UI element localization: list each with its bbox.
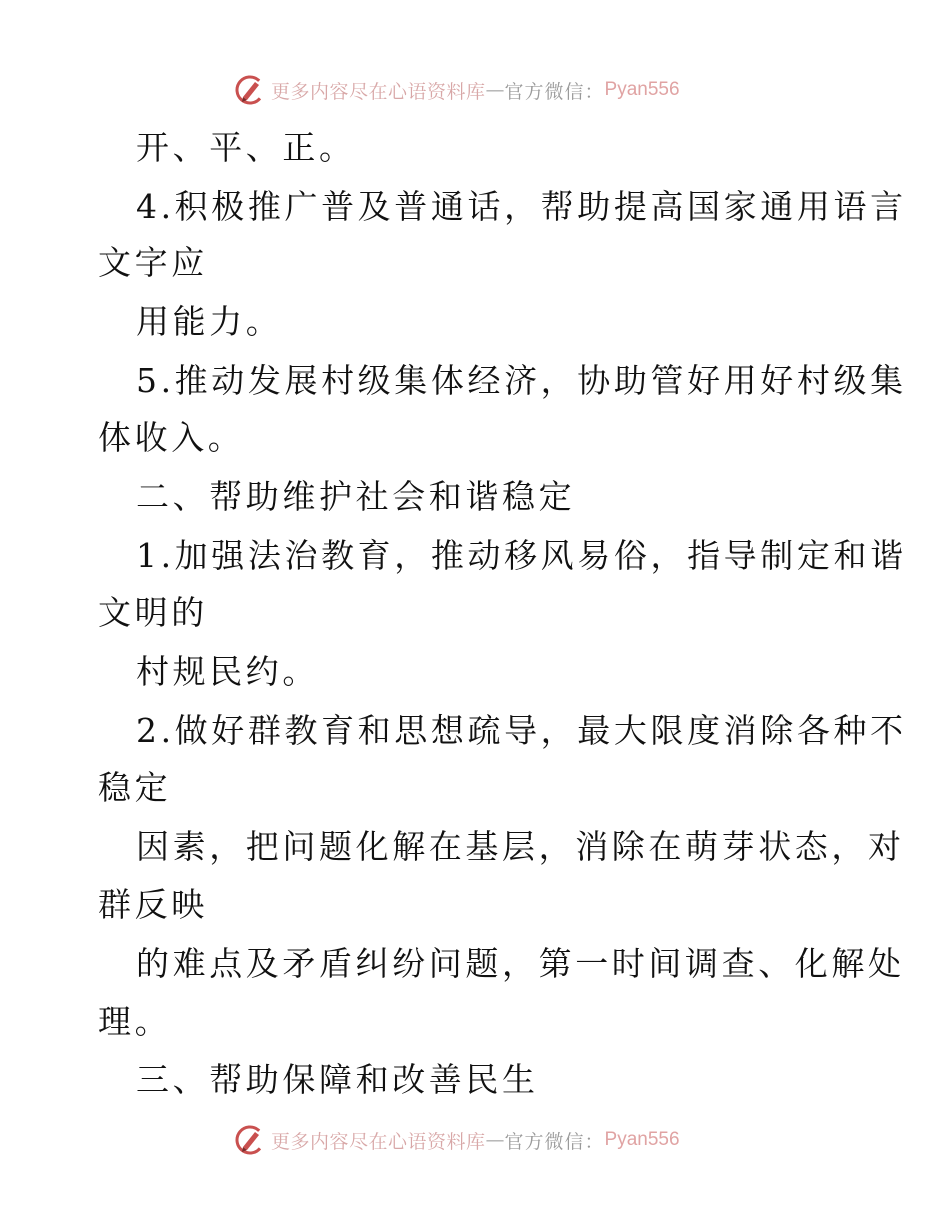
watermark-site-text: 更多内容尽在心语资料库 [271, 80, 486, 103]
text-line: 稳定 [98, 768, 172, 807]
text-line: 2.做好群教育和思想疏导，最大限度消除各种不 [136, 711, 907, 750]
writing-pen-circle-icon [233, 73, 267, 107]
watermark-label: 官方微信： [504, 80, 605, 103]
text-line: 4.积极推广普及普通话，帮助提高国家通用语言 [136, 187, 907, 226]
text-line: 的难点及矛盾纠纷问题，第一时间调查、化解处 [136, 944, 905, 983]
watermark-id: Pyan556 [604, 79, 680, 100]
text-line: 5.推动发展村级集体经济，协助管好用好村级集 [136, 361, 907, 400]
text-line: 用能力。 [136, 302, 283, 341]
text-line: 因素，把问题化解在基层，消除在萌芽状态，对 [136, 827, 905, 866]
header-watermark [233, 72, 680, 108]
text-line: 村规民约。 [136, 652, 319, 691]
text-line: 群反映 [98, 885, 208, 924]
text-line: 理。 [98, 1002, 172, 1041]
text-line: 开、平、正。 [136, 128, 356, 167]
watermark-separator: — [485, 1129, 505, 1151]
watermark-label: 官方微信： [504, 1130, 605, 1153]
text-line: 文明的 [98, 593, 208, 632]
text-line: 文字应 [98, 243, 208, 282]
section-heading: 三、帮助保障和改善民生 [136, 1060, 539, 1099]
text-line: 体收入。 [98, 418, 245, 457]
writing-pen-circle-icon [233, 1123, 267, 1157]
footer-watermark [233, 1122, 680, 1158]
section-heading: 二、帮助维护社会和谐稳定 [136, 477, 576, 516]
watermark-id: Pyan556 [604, 1129, 680, 1150]
watermark-site-text: 更多内容尽在心语资料库 [271, 1130, 486, 1153]
text-line: 1.加强法治教育，推动移风易俗，指导制定和谐 [136, 536, 907, 575]
watermark-separator: — [485, 79, 505, 101]
